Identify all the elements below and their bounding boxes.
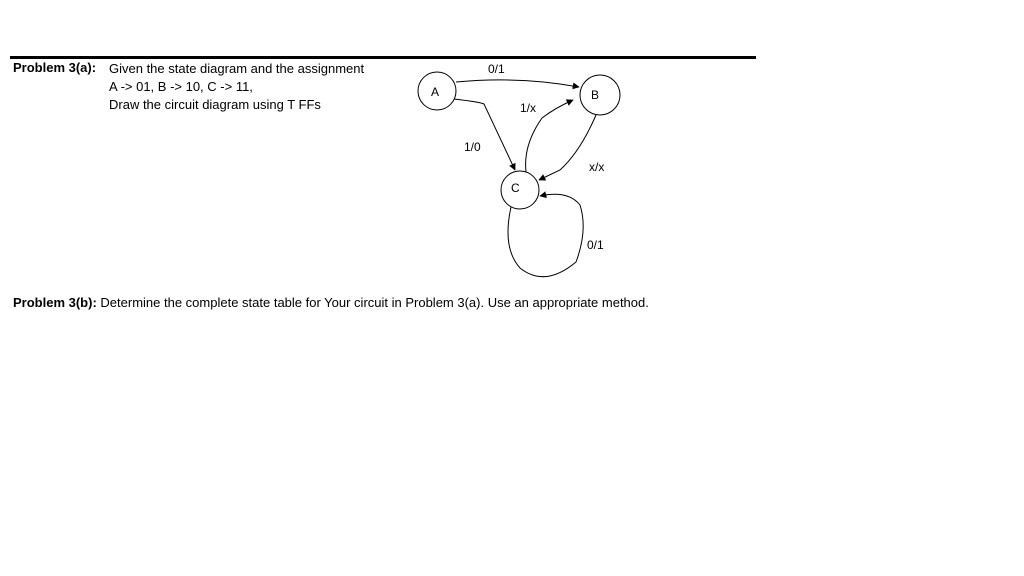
problem-3a-line2: A -> 01, B -> 10, C -> 11, — [109, 79, 253, 94]
state-c-circle — [501, 171, 539, 209]
edge-c-to-b-label: 1/x — [520, 101, 537, 115]
state-b-label: B — [591, 88, 600, 102]
problem-3a-label: Problem 3(a): — [13, 60, 97, 75]
problem-3b-text: Determine the complete state table for Your circuit in Problem 3(a). Use an appropriate method. — [96, 295, 649, 310]
edge-a-to-c-label: 1/0 — [464, 140, 481, 154]
edge-a-to-b — [456, 80, 579, 87]
edge-b-to-c-label: x/x — [589, 160, 605, 174]
state-b-circle — [580, 75, 620, 115]
problem-3a-line3: Draw the circuit diagram using T FFs — [109, 97, 321, 112]
problem-3b-label: Problem 3(b): — [13, 295, 97, 310]
problem-3b — [13, 295, 649, 310]
state-a — [418, 72, 456, 110]
state-c — [501, 171, 539, 209]
state-c-label: C — [511, 181, 520, 195]
edge-b-to-c — [539, 115, 596, 180]
state-b — [580, 75, 620, 115]
edge-a-to-c — [454, 99, 515, 170]
state-a-label: A — [431, 85, 440, 99]
problem-3a-line1: Given the state diagram and the assignment — [109, 61, 365, 76]
edge-a-to-b-label: 0/1 — [488, 62, 505, 76]
edge-c-self-label: 0/1 — [587, 238, 604, 252]
